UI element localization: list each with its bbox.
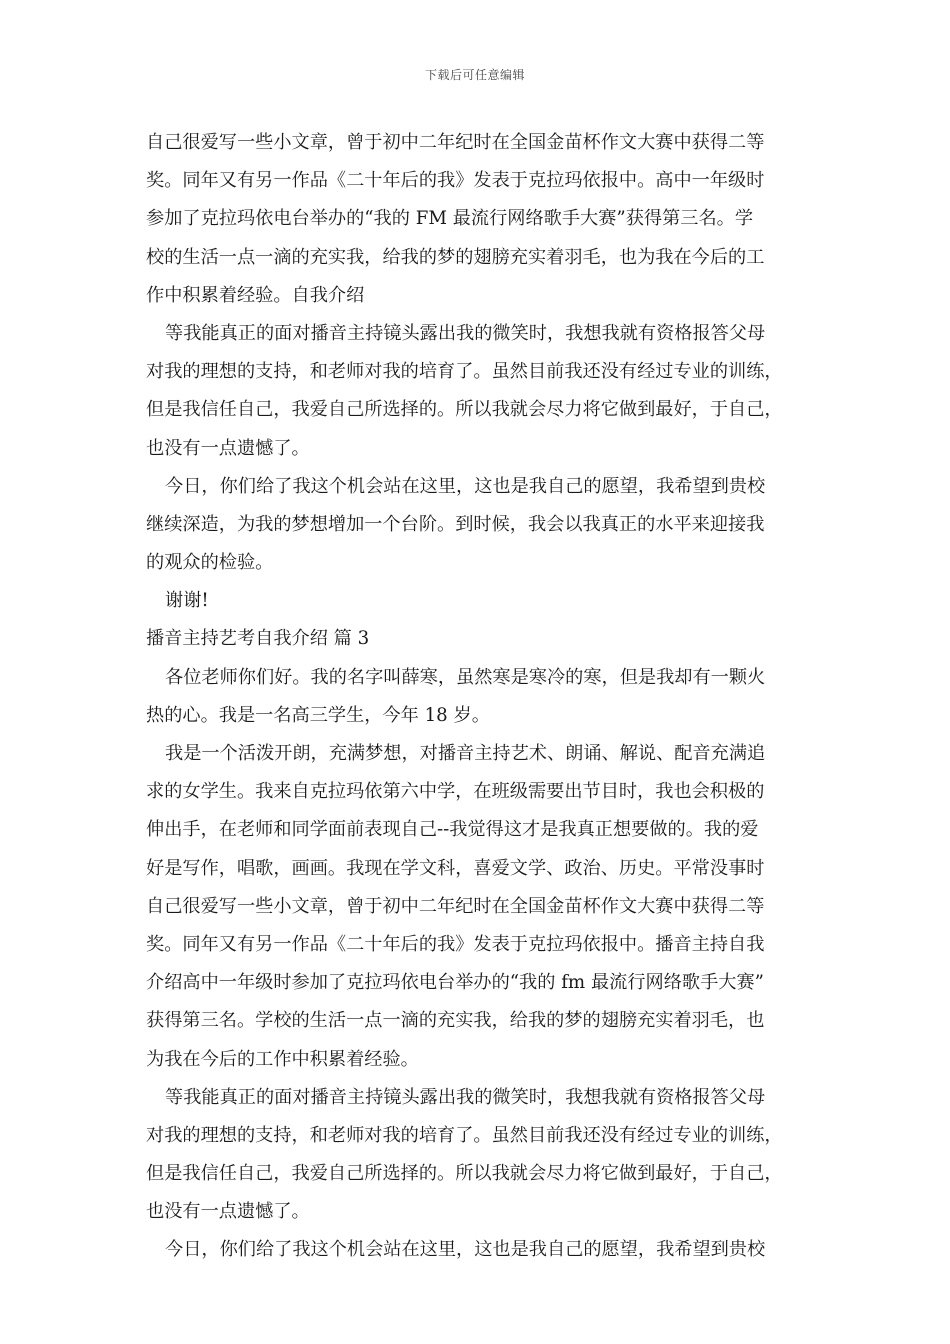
- text-line: 校的生活一点一滴的充实我，给我的梦的翅膀充实着羽毛，也为我在今后的工: [146, 246, 765, 268]
- text-line: 今日，你们给了我这个机会站在这里，这也是我自己的愿望，我希望到贵校: [165, 475, 766, 497]
- text-line: 谢谢!: [165, 590, 209, 612]
- text-line: 获得第三名。学校的生活一点一滴的充实我，给我的梦的翅膀充实着羽毛，也: [146, 1010, 765, 1032]
- text-line: 热的心。我是一名高三学生，今年 18 岁。: [146, 704, 490, 726]
- text-line: 播音主持艺考自我介绍 篇 3: [146, 628, 370, 650]
- text-line: 我是一个活泼开朗，充满梦想，对播音主持艺术、朗诵、解说、配音充满追: [165, 743, 766, 764]
- text-line: 作中积累着经验。自我介绍: [146, 284, 365, 306]
- text-line: 的观众的检验。: [146, 552, 274, 574]
- text-line: 对我的理想的支持，和老师对我的培育了。虽然目前我还没有经过专业的训练，: [146, 1124, 783, 1146]
- text-line: 继续深造，为我的梦想增加一个台阶。到时候，我会以我真正的水平来迎接我: [146, 513, 765, 535]
- text-line: 但是我信任自己，我爱自己所选择的。所以我就会尽力将它做到最好，于自己，: [146, 399, 783, 421]
- text-line: 但是我信任自己，我爱自己所选择的。所以我就会尽力将它做到最好，于自己，: [146, 1163, 783, 1185]
- text-line: 今日，你们给了我这个机会站在这里，这也是我自己的愿望，我希望到贵校: [165, 1239, 766, 1261]
- text-line: 自己很爱写一些小文章，曾于初中二年纪时在全国金苗杯作文大赛中获得二等: [146, 895, 765, 917]
- text-line: 自己很爱写一些小文章，曾于初中二年纪时在全国金苗杯作文大赛中获得二等: [146, 132, 765, 153]
- text-line: 求的女学生。我来自克拉玛依第六中学，在班级需要出节目时，我也会积极的: [146, 781, 765, 803]
- text-line: 等我能真正的面对播音主持镜头露出我的微笑时，我想我就有资格报答父母: [165, 1086, 766, 1108]
- text-line: 好是写作，唱歌，画画。我现在学文科，喜爱文学、政治、历史。平常没事时: [146, 857, 765, 879]
- text-line: 奖。同年又有另一作品《二十年后的我》发表于克拉玛依报中。高中一年级时: [146, 170, 765, 192]
- text-line: 等我能真正的面对播音主持镜头露出我的微笑时，我想我就有资格报答父母: [165, 322, 766, 344]
- text-line: 介绍高中一年级时参加了克拉玛依电台举办的“我的 fm 最流行网络歌手大赛”: [146, 972, 764, 994]
- text-line: 各位老师你们好。我的名字叫薛寒，虽然寒是寒冷的寒，但是我却有一颗火: [165, 666, 766, 688]
- text-line: 对我的理想的支持，和老师对我的培育了。虽然目前我还没有经过专业的训练，: [146, 361, 783, 383]
- text-line: 也没有一点遗憾了。: [146, 437, 310, 459]
- text-line: 参加了克拉玛依电台举办的“我的 FM 最流行网络歌手大赛”获得第三名。学: [146, 208, 754, 230]
- page-header: 下载后可任意编辑: [424, 68, 525, 82]
- text-line: 为我在今后的工作中积累着经验。: [146, 1048, 419, 1070]
- text-line: 也没有一点遗憾了。: [146, 1201, 310, 1223]
- text-line: 奖。同年又有另一作品《二十年后的我》发表于克拉玛依报中。播音主持自我: [146, 933, 765, 955]
- text-line: 伸出手，在老师和同学面前表现自己--我觉得这才是我真正想要做的。我的爱: [146, 819, 759, 841]
- document-body: [146, 124, 810, 1270]
